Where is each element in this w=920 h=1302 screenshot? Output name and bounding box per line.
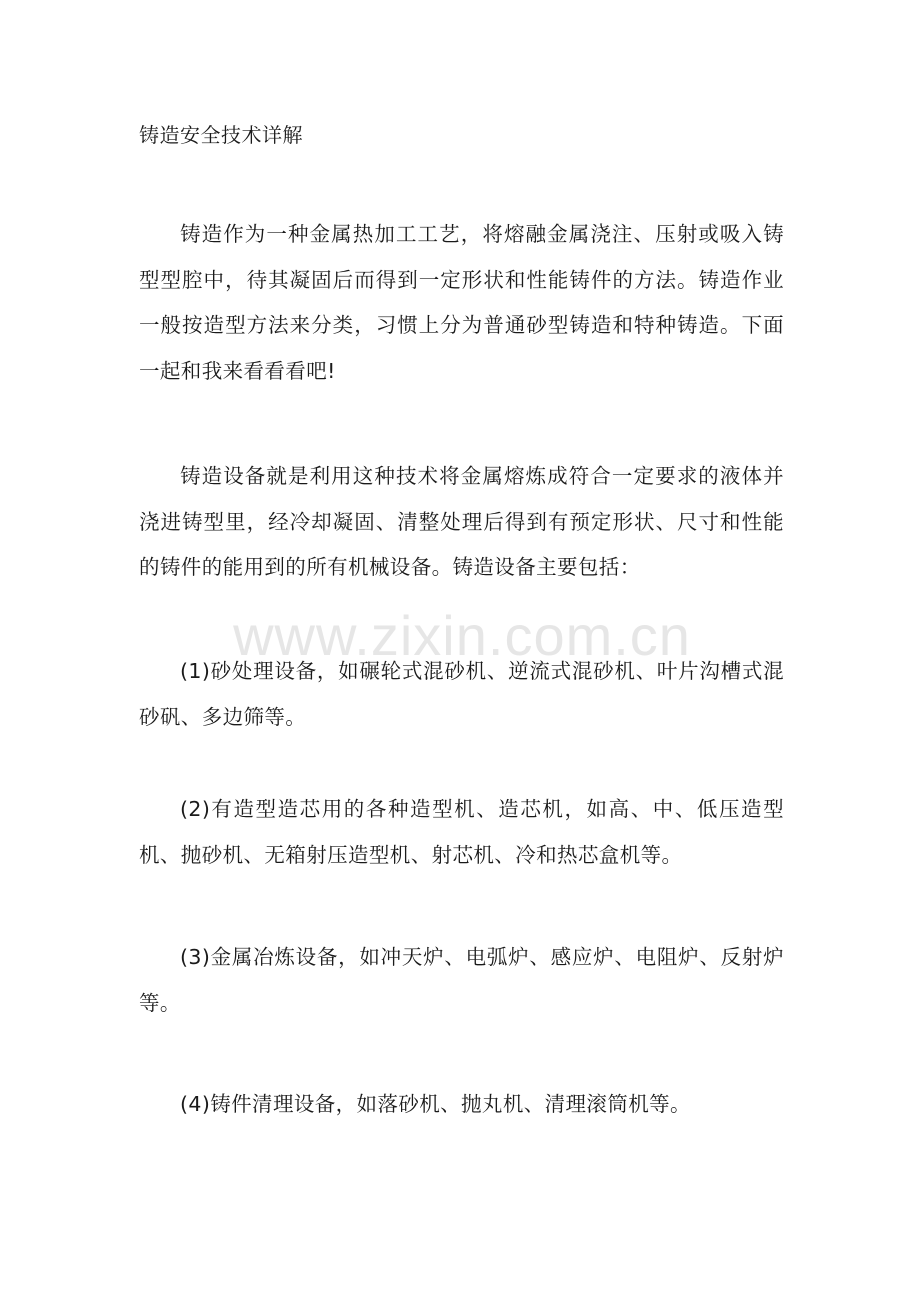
list-item-smelting-equipment: (3)金属冶炼设备，如冲天炉、电弧炉、感应炉、电阻炉、反射炉等。	[139, 945, 784, 1015]
list-item-sand-processing: (1)砂处理设备，如碾轮式混砂机、逆流式混砂机、叶片沟槽式混砂矾、多边筛等。	[139, 659, 784, 729]
equipment-definition-paragraph: 铸造设备就是利用这种技术将金属熔炼成符合一定要求的液体并浇进铸型里，经冷却凝固、清整处理后得到有预定形状、尺寸和性能的铸件的能用到的所有机械设备。铸造设备主要包括：	[139, 464, 784, 579]
watermark: www.zixin.com.cn	[233, 604, 691, 667]
list-item-cleaning-equipment: (4)铸件清理设备，如落砂机、抛丸机、清理滚筒机等。	[180, 1092, 691, 1116]
document-title: 铸造安全技术详解	[139, 123, 303, 147]
list-item-molding-machines: (2)有造型造芯用的各种造型机、造芯机，如高、中、低压造型机、抛砂机、无箱射压造型机、射芯机、冷和热芯盒机等。	[139, 797, 784, 867]
intro-paragraph: 铸造作为一种金属热加工工艺，将熔融金属浇注、压射或吸入铸型型腔中，待其凝固后而得到一定形状和性能铸件的方法。铸造作业一般按造型方法来分类，习惯上分为普通砂型铸造和特种铸造。下面一起和我来看看看吧!	[139, 222, 784, 383]
